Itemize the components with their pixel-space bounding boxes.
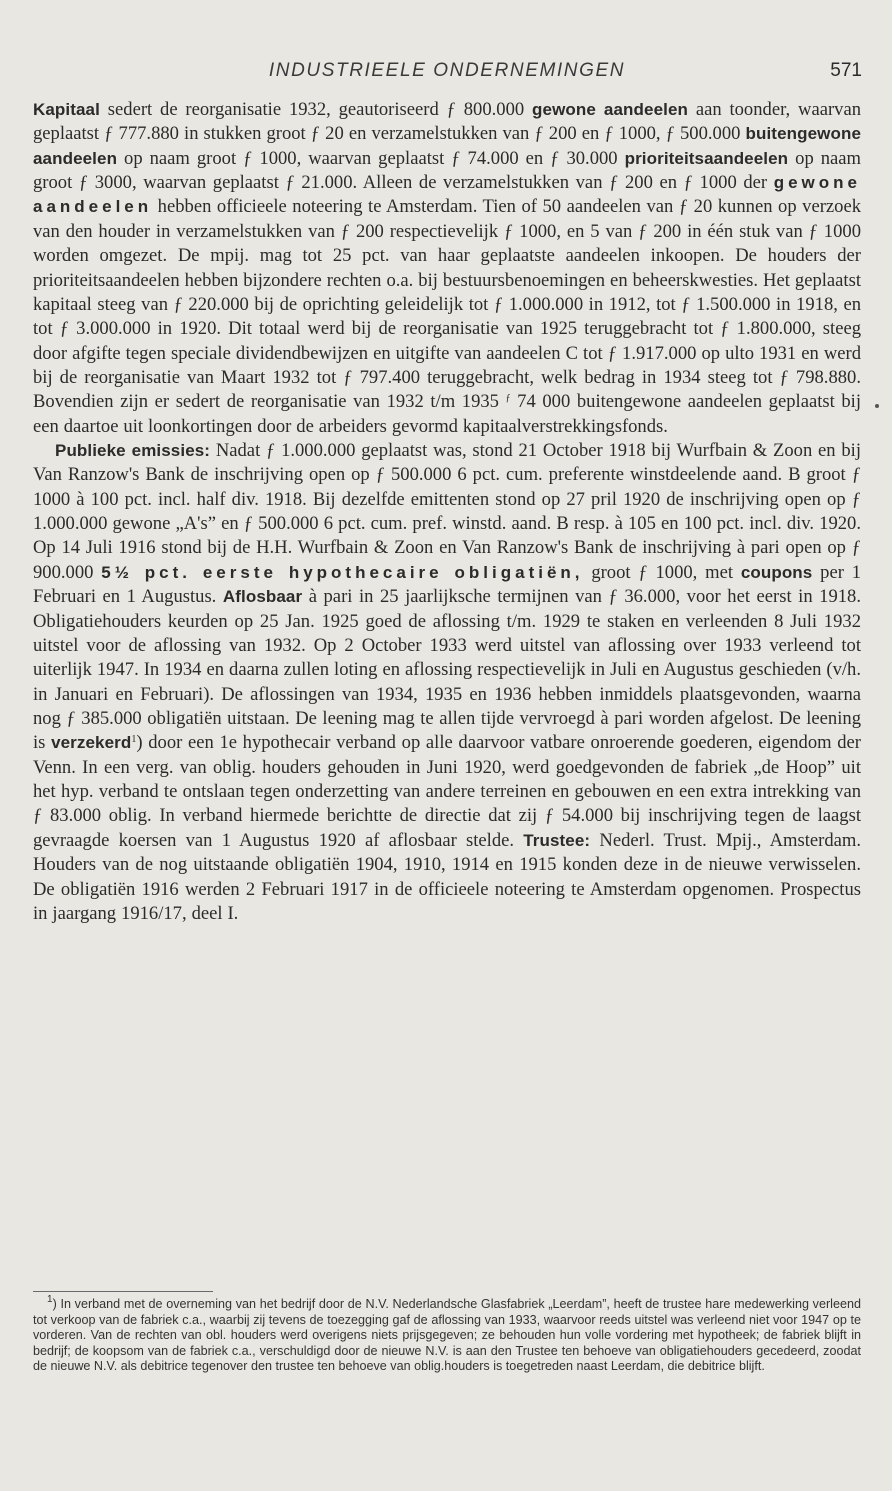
footnote-text bbox=[33, 1294, 861, 1375]
term-prioriteitsaandeelen: prioriteitsaandeelen bbox=[624, 148, 789, 168]
footnote bbox=[33, 1294, 861, 1375]
text-run: op naam groot ƒ 1000, waarvan geplaatst ƒ 74.000 en ƒ 30.000 bbox=[117, 147, 625, 169]
text-run: sedert de reorganisatie 1932, geautoriseerd ƒ 800.000 bbox=[99, 99, 533, 120]
footnote-divider bbox=[33, 1291, 213, 1292]
paragraph-kapitaal bbox=[33, 98, 861, 439]
text-run: ) door een 1e hypothecair verband op alle daarvoor vatbare onroerende goederen, eigendom der Venn. In een verg. van oblig. houders gehouden in Juni 1920, werd goedgevonden de fabriek „de Hoop” uit het hyp. verband te ontslaan tegen onderzetting van andere terreinen en gebouwen en een extra intrekking van ƒ 83.000 oblig. In verband hiermede berichtte de directie dat zij ƒ 54.000 bij inschrijving tegen de laagst gevraagde koersen van 1 Augustus 1920 af aflosbaar stelde. bbox=[33, 732, 861, 851]
text-run: per 1 Februari en 1 Augustus. bbox=[33, 561, 861, 608]
text-run: hebben officieele noteering te Amsterdam. Tien of 50 aandeelen van ƒ 20 kunnen op verzoek van den houder in verzamelstukken van ƒ 200 respectievelijk ƒ 1000, en 5 van ƒ 200 in één stuk van ƒ 1000 worden omgezet. De mpij. mag tot 25 pct. van haar geplaatste aandeelen inkoopen. De houders der prioriteitsaandeelen hebben bijzondere rechten o.a. bij bestuursbenoemingen en beheerskwesties. Het geplaatst kapitaal steeg van ƒ 220.000 bij de oprichting geleidelijk tot ƒ 1.000.000 in 1912, tot ƒ 1.500.000 in 1918, en tot ƒ 3.000.000 in 1920. Dit totaal werd bij de reorganisatie van 1925 teruggebracht tot ƒ 1.800.000, steeg door afgifte tegen speciale dividendbewijzen en uitgifte van aandeelen C tot ƒ 1.917.000 op ulto 1931 en werd bij de reorganisatie van Maart 1932 tot ƒ 797.400 teruggebracht, welk bedrag in 1934 steeg tot ƒ 798.880. Bovendien zijn er sedert de reorganisatie van 1932 t/m 1935 bbox=[33, 196, 861, 413]
florin-mark: ƒ bbox=[505, 393, 511, 405]
term-coupons: coupons bbox=[740, 562, 813, 582]
text-run: op naam groot ƒ 3000, waarvan geplaatst ƒ 21.000. Alleen de verzamelstukken van ƒ 200 en ƒ 1000 der bbox=[33, 147, 861, 194]
main-text bbox=[33, 98, 861, 926]
page-header bbox=[32, 60, 862, 88]
term-aflosbaar: Aflosbaar bbox=[222, 587, 303, 607]
margin-mark bbox=[875, 404, 879, 408]
term-trustee: Trustee: bbox=[523, 830, 591, 850]
text-run: Nadat ƒ 1.000.000 geplaatst was, stond 21 October 1918 bij Wurfbain & Zoon en bij Van Ranzow's Bank de inschrijving open op ƒ 500.000 6 pct. cum. preferente winstdeelende aand. B groot ƒ 1000 à 100 pct. incl. half div. 1918. Bij dezelfde emittenten stond op 27 pril 1920 de inschrijving open op ƒ 1.000.000 gewone „A's” en ƒ 500.000 6 pct. cum. pref. winstd. aand. B resp. à 105 en 100 pct. incl. div. 1920. Op 14 Juli 1916 stond bij de H.H. Wurfbain & Zoon en Van Ranzow's Bank de inschrijving à pari open op ƒ 900.000 bbox=[33, 440, 861, 583]
heading-publieke-emissies: Publieke emissies: bbox=[55, 441, 211, 461]
heading-kapitaal: Kapitaal bbox=[33, 100, 100, 119]
term-gewone-aandeelen: gewone aandeelen bbox=[532, 100, 688, 119]
term-gewone-aandeelen-spaced: gewone aandeelen bbox=[33, 173, 861, 217]
term-hypothecaire-obligatien: 5½ pct. eerste hypothecaire obligatiën, bbox=[101, 562, 584, 582]
footnote-body: ) In verband met de overneming van het bedrijf door de N.V. Nederlandsche Glasfabriek „Leerdam”, heeft de trustee hare medewerking verleend tot verkoop van de fabriek c.a., waarbij zij tevens de toezegging gaf de aflossing van 1933, waarvoor reeds uitstel was verleend niet voor 1947 op te vorderen. Van de rechten van obl. houders werd overigens niets prijsgegeven; ze behouden hun volle vordering met hypotheek; de fabriek blijft in bedrijf; de koopsom van de fabriek c.a., verschuldigd door de nieuwe N.V. is aan den Trustee ten behoeve van obligatiehouders gecedeerd, zoodat de nieuwe N.V. als debitrice tegenover den trustee ten behoeve van oblig.houders is toegetreden naast Leerdam, die debitrice blijft. bbox=[33, 1297, 861, 1374]
running-title: INDUSTRIEELE ONDERNEMINGEN bbox=[268, 60, 626, 81]
text-run: à pari in 25 jaarlijksche termijnen van ƒ 36.000, voor het eerst in 1918. Obligatiehouders keurden op 25 Jan. 1925 goed de aflossing t/m. 1929 te staken en verleenden 8 Juli 1932 uitstel voor de aflossing van 1932. Op 2 October 1933 werd uitstel van aflossing over 1933 verleend tot uiterlijk 1947. In 1934 en daarna zullen loting en aflossing respectievelijk in Juli en Augustus geschieden (v/h. in Januari en Februari). De aflossingen van 1934, 1935 en 1936 hebben inmiddels plaatsgevonden, waarna nog ƒ 385.000 obligatiën uitstaan. De leening mag te allen tijde vervroegd à pari worden afgelost. De leening is bbox=[33, 586, 861, 754]
text-run: Nederl. Trust. Mpij., Amsterdam. Houders van de nog uitstaande obligatiën 1904, 1910, 1914 en 1915 konden deze in de nieuwe verwisselen. De obligatiën 1916 werden 2 Februari 1917 in de officieele noteering te Amsterdam opgenomen. Prospectus in jaargang 1916/17, deel I. bbox=[33, 829, 861, 924]
term-buitengewone-aandeelen: buitengewone aandeelen bbox=[33, 124, 861, 168]
paragraph-publieke-emissies bbox=[33, 439, 861, 926]
text-run: groot ƒ 1000, met bbox=[583, 561, 741, 583]
text-run: aan toonder, waarvan geplaatst ƒ 777.880 in stukken groot ƒ 20 en verzamelstukken van ƒ 200 en ƒ 1000, ƒ 500.000 bbox=[33, 99, 861, 145]
text-run: 74 000 buitengewone aandeelen geplaatst bij een daartoe uit loonkortingen door de arbeiders gevormd kapitaalverstrekkingsfonds. bbox=[33, 391, 861, 437]
term-verzekerd: verzekerd bbox=[51, 733, 132, 753]
page-number: 571 bbox=[830, 60, 862, 81]
footnote-ref: 1 bbox=[131, 734, 137, 746]
footnote-marker: 1 bbox=[47, 1294, 53, 1305]
